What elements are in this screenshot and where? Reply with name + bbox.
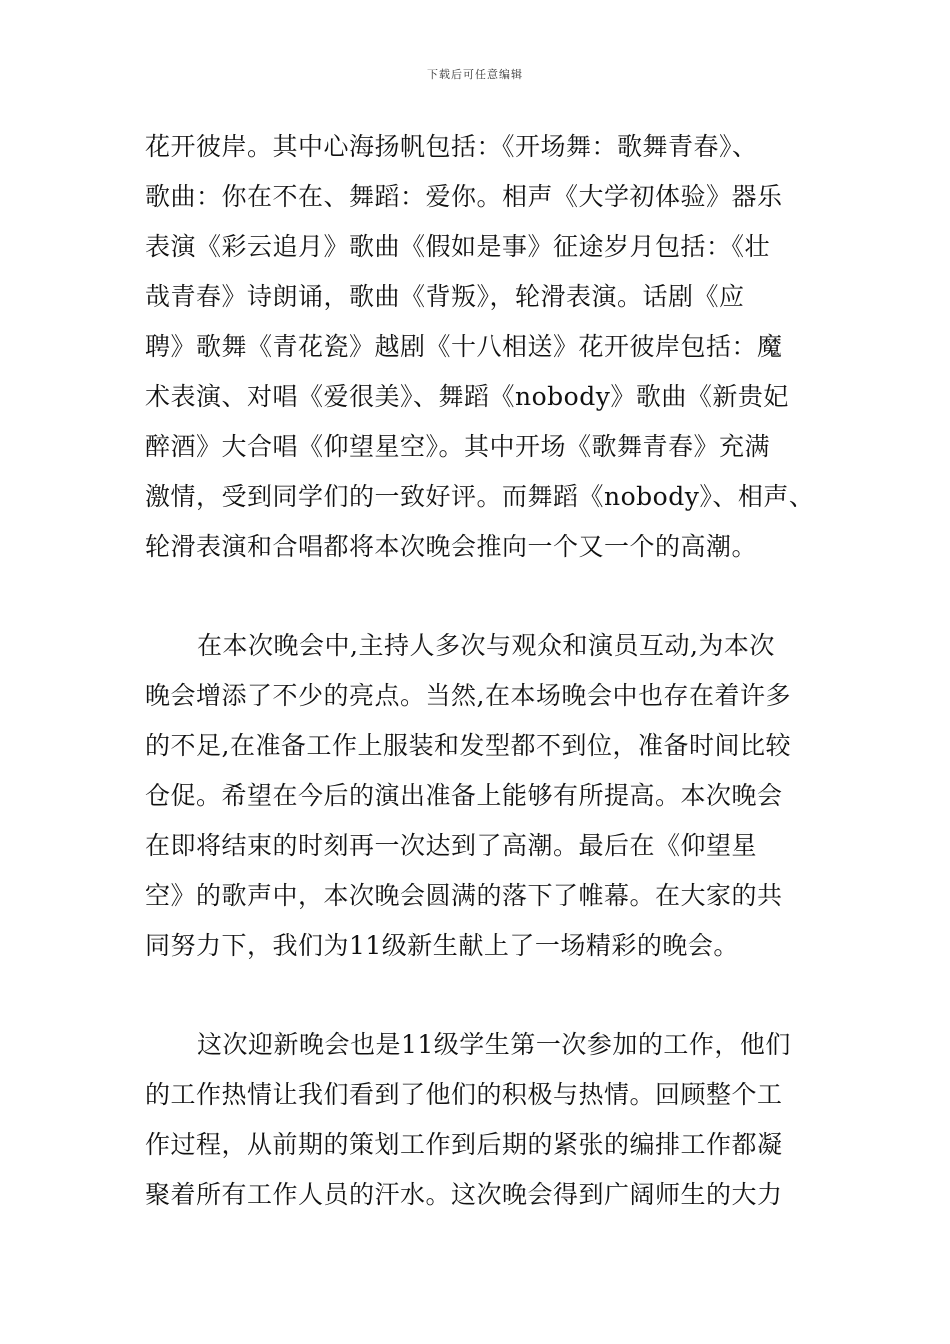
text-line: 的不足,在准备工作上服装和发型都不到位，准备时间比较 <box>145 731 791 760</box>
text-line: 表演《彩云追月》歌曲《假如是事》征途岁月包括：《壮 <box>145 232 771 261</box>
text-line: 仓促。希望在今后的演出准备上能够有所提高。本次晚会 <box>145 781 783 810</box>
text-line: 激情，受到同学们的一致好评。而舞蹈《nobody》、相声、 <box>145 482 815 511</box>
text-line: 作过程，从前期的策划工作到后期的紧张的编排工作都凝 <box>145 1130 783 1159</box>
text-line: 醉酒》大合唱《仰望星空》。其中开场《歌舞青春》充满 <box>145 432 771 461</box>
text-line: 聚着所有工作人员的汗水。这次晚会得到广阔师生的大力 <box>145 1180 783 1209</box>
paragraph-2 <box>145 621 825 971</box>
paragraph-1 <box>145 122 825 572</box>
text-line: 花开彼岸。其中心海扬帆包括：《开场舞：歌舞青春》、 <box>145 132 758 161</box>
paragraph-gap <box>145 971 825 1020</box>
text-line: 晚会增添了不少的亮点。当然,在本场晚会中也存在着许多 <box>145 681 791 710</box>
text-line: 哉青春》诗朗诵，歌曲《背叛》，轮滑表演。话剧《应 <box>145 282 745 311</box>
text-line: 这次迎新晚会也是11级学生第一次参加的工作，他们 <box>197 1030 791 1059</box>
paragraph-gap <box>145 572 825 621</box>
text-line: 空》的歌声中，本次晚会圆满的落下了帷幕。在大家的共 <box>145 881 783 910</box>
text-line: 在本次晚会中,主持人多次与观众和演员互动,为本次 <box>197 631 775 660</box>
text-line: 术表演、对唱《爱很美》、舞蹈《nobody》歌曲《新贵妃 <box>145 382 789 411</box>
text-line: 在即将结束的时刻再一次达到了高潮。最后在《仰望星 <box>145 831 758 860</box>
document-body <box>145 122 825 1220</box>
text-line: 聘》歌舞《青花瓷》越剧《十八相送》花开彼岸包括：魔 <box>145 332 783 361</box>
paragraph-3 <box>145 1020 825 1220</box>
page-header: 下载后可任意编辑 <box>427 68 523 81</box>
text-line: 同努力下，我们为11级新生献上了一场精彩的晚会。 <box>145 931 739 960</box>
text-line: 轮滑表演和合唱都将本次晚会推向一个又一个的高潮。 <box>145 532 758 561</box>
text-line: 的工作热情让我们看到了他们的积极与热情。回顾整个工 <box>145 1080 783 1109</box>
text-line: 歌曲：你在不在、舞蹈：爱你。相声《大学初体验》器乐 <box>145 182 783 211</box>
